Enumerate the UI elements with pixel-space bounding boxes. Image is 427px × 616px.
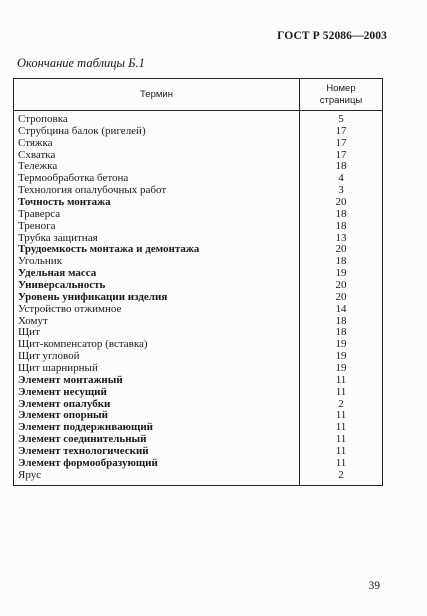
table-row <box>14 233 383 245</box>
page-number-cell: 18 <box>300 316 383 328</box>
page-number-cell: 2 <box>300 470 383 485</box>
page-number-cell: 17 <box>300 126 383 138</box>
term-cell: Строповка <box>14 111 300 126</box>
term-cell: Уровень унификации изделия <box>14 292 300 304</box>
page-number-cell: 20 <box>300 280 383 292</box>
term-cell: Щит <box>14 327 300 339</box>
term-cell: Элемент опорный <box>14 410 300 422</box>
table-row <box>14 327 383 339</box>
page-number-cell: 19 <box>300 268 383 280</box>
table-row <box>14 375 383 387</box>
page-number-cell: 13 <box>300 233 383 245</box>
page-number-cell: 20 <box>300 197 383 209</box>
table-row <box>14 126 383 138</box>
column-header-term: Термин <box>14 79 300 111</box>
term-cell: Схватка <box>14 150 300 162</box>
term-cell: Элемент технологический <box>14 446 300 458</box>
table-row <box>14 399 383 411</box>
table-header-row <box>14 79 383 111</box>
page-number-cell: 17 <box>300 150 383 162</box>
term-cell: Элемент поддерживающий <box>14 422 300 434</box>
table-row <box>14 316 383 328</box>
table-row <box>14 138 383 150</box>
term-cell: Хомут <box>14 316 300 328</box>
table-row <box>14 351 383 363</box>
term-cell: Точность монтажа <box>14 197 300 209</box>
table-row <box>14 446 383 458</box>
page-number-cell: 3 <box>300 185 383 197</box>
page-number-cell: 18 <box>300 327 383 339</box>
term-cell: Элемент формообразующий <box>14 458 300 470</box>
page-number-cell: 11 <box>300 375 383 387</box>
term-cell: Трубка защитная <box>14 233 300 245</box>
column-header-page-line1: Номер <box>326 82 356 94</box>
page-number-cell: 18 <box>300 256 383 268</box>
table-row <box>14 268 383 280</box>
term-cell: Удельная масса <box>14 268 300 280</box>
page-number-cell: 20 <box>300 244 383 256</box>
term-cell: Устройство отжимное <box>14 304 300 316</box>
table-header <box>14 79 383 111</box>
term-cell: Трудоемкость монтажа и демонтажа <box>14 244 300 256</box>
term-cell: Щит шарнирный <box>14 363 300 375</box>
table-row <box>14 387 383 399</box>
table-row <box>14 363 383 375</box>
page-number-cell: 19 <box>300 351 383 363</box>
table-row <box>14 221 383 233</box>
term-cell: Угольник <box>14 256 300 268</box>
terms-index-table <box>13 78 383 486</box>
table-row <box>14 161 383 173</box>
document-code-header: ГОСТ Р 52086—2003 <box>277 30 387 42</box>
page-number-cell: 11 <box>300 446 383 458</box>
column-header-page-number <box>300 79 383 111</box>
term-cell: Тренога <box>14 221 300 233</box>
table-row <box>14 339 383 351</box>
table-row <box>14 410 383 422</box>
page-number: 39 <box>368 580 380 592</box>
page-number-cell: 17 <box>300 138 383 150</box>
page-number-cell: 19 <box>300 363 383 375</box>
page-number-cell: 18 <box>300 161 383 173</box>
page-number-cell: 11 <box>300 458 383 470</box>
term-cell: Ярус <box>14 470 300 485</box>
table-row <box>14 470 383 485</box>
table-row <box>14 292 383 304</box>
table-row <box>14 304 383 316</box>
page-number-cell: 11 <box>300 434 383 446</box>
term-cell: Элемент опалубки <box>14 399 300 411</box>
table-row <box>14 111 383 126</box>
term-cell: Струбцина балок (ригелей) <box>14 126 300 138</box>
table-row <box>14 256 383 268</box>
table-row <box>14 173 383 185</box>
page-number-cell: 11 <box>300 387 383 399</box>
page-number-cell: 18 <box>300 221 383 233</box>
term-cell: Тележка <box>14 161 300 173</box>
table-row <box>14 280 383 292</box>
page-number-cell: 18 <box>300 209 383 221</box>
table-row <box>14 458 383 470</box>
table-body <box>14 111 383 486</box>
page-number-cell: 19 <box>300 339 383 351</box>
page-number-cell: 2 <box>300 399 383 411</box>
term-cell: Траверса <box>14 209 300 221</box>
page-number-cell: 5 <box>300 111 383 126</box>
table-row <box>14 434 383 446</box>
table-row <box>14 244 383 256</box>
page-number-cell: 14 <box>300 304 383 316</box>
page-number-cell: 20 <box>300 292 383 304</box>
table-row <box>14 150 383 162</box>
table-row <box>14 422 383 434</box>
term-cell: Щит угловой <box>14 351 300 363</box>
page-number-cell: 4 <box>300 173 383 185</box>
term-cell: Элемент соединительный <box>14 434 300 446</box>
page-number-cell: 11 <box>300 410 383 422</box>
term-cell: Элемент монтажный <box>14 375 300 387</box>
column-header-page-line2: страницы <box>319 94 363 106</box>
term-cell: Термообработка бетона <box>14 173 300 185</box>
term-cell: Стяжка <box>14 138 300 150</box>
table-caption: Окончание таблицы Б.1 <box>17 56 145 70</box>
table-row <box>14 197 383 209</box>
term-cell: Элемент несущий <box>14 387 300 399</box>
term-cell: Универсальность <box>14 280 300 292</box>
table-row <box>14 185 383 197</box>
term-cell: Щит-компенсатор (вставка) <box>14 339 300 351</box>
table-row <box>14 209 383 221</box>
page-number-cell: 11 <box>300 422 383 434</box>
term-cell: Технология опалубочных работ <box>14 185 300 197</box>
